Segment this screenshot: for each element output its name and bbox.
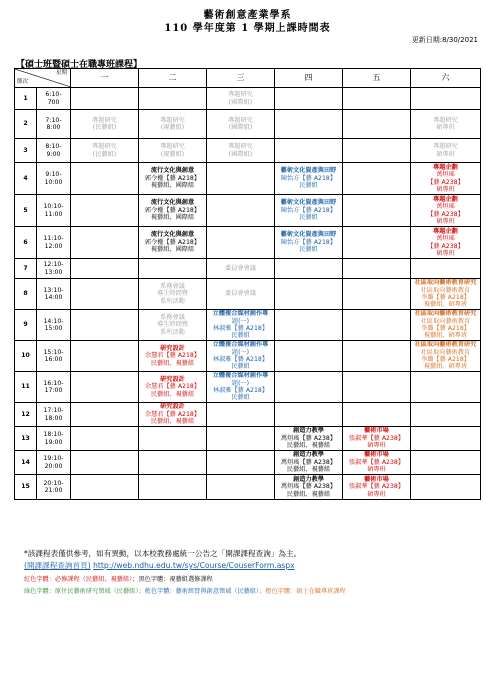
schedule-cell-sat <box>411 372 481 403</box>
schedule-cell-thu <box>275 451 343 475</box>
schedule-cell-tue <box>139 259 207 279</box>
schedule-cell-thu <box>275 372 343 403</box>
period-time-line: 7:10- <box>45 116 62 124</box>
period-time-line: 700 <box>47 98 60 106</box>
schedule-cell-sat <box>411 403 481 427</box>
course-detail: 民藝組、視藝組 <box>286 466 331 474</box>
schedule-cell-sat <box>411 451 481 475</box>
course-detail: 民藝組 <box>299 246 318 254</box>
course-detail: 【藝 A238】 <box>427 210 464 218</box>
schedule-cell-wed <box>207 403 275 427</box>
updated-date: 更新日期:8/30/2021 <box>411 36 478 44</box>
schedule-row <box>15 163 481 195</box>
course-name: 社區取向藝術教育研究 <box>414 341 477 349</box>
schedule-cell-tue <box>139 227 207 259</box>
schedule-cell-wed <box>207 227 275 259</box>
schedule-cell-thu <box>275 88 343 110</box>
period-time <box>37 139 71 163</box>
schedule-cell-sat <box>411 259 481 279</box>
schedule-table <box>14 68 481 500</box>
legend-required: 紅色字體：必修課程（民藝組、視藝組） <box>24 576 133 583</box>
schedule-cell-thu <box>275 227 343 259</box>
course-detail: 社區取向藝術教育 <box>420 348 471 356</box>
schedule-cell-mon <box>71 341 139 372</box>
schedule-row <box>15 310 481 341</box>
schedule-cell-sat <box>411 139 481 163</box>
day-header-mon: 一 <box>71 69 139 88</box>
schedule-cell-mon <box>71 195 139 227</box>
schedule-cell-wed <box>207 110 275 139</box>
course-detail: 張淑華【藝 A238】 <box>348 483 405 491</box>
period-time <box>37 279 71 310</box>
schedule-row <box>15 475 481 500</box>
schedule-cell-tue <box>139 163 207 195</box>
period-time-line: 20:10- <box>43 479 64 487</box>
schedule-row <box>15 88 481 110</box>
schedule-cell-wed <box>207 475 275 500</box>
course-name: 研究設計 <box>160 403 185 411</box>
period-time-line: 9:10- <box>45 171 62 179</box>
schedule-cell-tue <box>139 139 207 163</box>
course-detail: 視藝組、碩專班 <box>423 301 468 309</box>
schedule-cell-mon <box>71 372 139 403</box>
schedule-cell-mon <box>71 403 139 427</box>
course-detail: 余慧君【藝 A218】 <box>144 383 201 391</box>
schedule-cell-fri <box>343 227 411 259</box>
schedule-cell-sat <box>411 427 481 451</box>
period-time <box>37 372 71 403</box>
course-detail: 社區取向藝術教育 <box>420 317 471 325</box>
period-time-line: 14:00 <box>44 294 63 301</box>
period-number: 12 <box>15 403 37 427</box>
course-name: 專題研究 <box>160 116 185 124</box>
course-name: 專題研究 <box>433 116 458 124</box>
period-time-line: 15:10- <box>43 348 64 356</box>
course-name: 系務會議 <box>160 313 185 321</box>
schedule-cell-wed <box>207 427 275 451</box>
schedule-cell-wed <box>207 259 275 279</box>
course-name: 創造力教學 <box>293 475 324 483</box>
course-detail: 系所活動 <box>160 297 185 305</box>
course-detail: 萬烜瑤 <box>436 171 455 179</box>
schedule-row <box>15 227 481 259</box>
schedule-cell-thu <box>275 475 343 500</box>
day-header-fri: 五 <box>343 69 411 88</box>
course-name: 藝術文化資產與田野 <box>280 199 337 207</box>
corner-day-label: 星期 <box>55 70 67 76</box>
course-detail: 社區取向藝術教育 <box>420 286 471 294</box>
schedule-cell-fri <box>343 451 411 475</box>
course-name: 委員會會議 <box>225 290 256 298</box>
course-name: 系務會議 <box>160 282 185 290</box>
schedule-cell-thu <box>275 427 343 451</box>
schedule-cell-thu <box>275 259 343 279</box>
course-detail: 陳怡方【藝 A218】 <box>280 206 337 214</box>
schedule-cell-fri <box>343 259 411 279</box>
period-time-line: 9:00 <box>46 150 61 158</box>
course-detail: (國際組) <box>228 150 253 158</box>
course-name: 專題企劃 <box>433 227 458 235</box>
course-name: 專題研究 <box>160 143 185 151</box>
period-time-line: 13:00 <box>44 268 63 276</box>
period-time-line: 11:00 <box>44 210 63 218</box>
schedule-cell-fri <box>343 139 411 163</box>
course-detail: 李璐【藝 A218】 <box>421 356 470 363</box>
course-name: 立體複合媒材創作專 <box>212 341 269 349</box>
period-number: 6 <box>15 227 37 259</box>
period-time <box>37 259 71 279</box>
period-number: 2 <box>15 110 37 139</box>
period-number: 14 <box>15 451 37 475</box>
period-time-line: 18:10- <box>43 431 64 439</box>
day-header-wed: 三 <box>207 69 275 88</box>
period-number: 9 <box>15 310 37 341</box>
color-legend-2 <box>24 586 346 595</box>
course-detail: 視藝組、國際組 <box>150 182 195 190</box>
course-detail: 碩專班 <box>436 185 455 193</box>
schedule-cell-wed <box>207 451 275 475</box>
course-detail: 郭令權【藝 A218】 <box>144 206 201 214</box>
course-query-link-url[interactable]: http://web.ndhu.edu.tw/sys/Course/CouserForm.aspx <box>93 561 295 570</box>
course-detail: 民藝組 <box>231 394 250 402</box>
schedule-cell-mon <box>71 227 139 259</box>
period-time <box>37 475 71 500</box>
schedule-cell-wed <box>207 279 275 310</box>
period-time-line: 18:00 <box>44 414 63 422</box>
period-time-line: 14:10- <box>43 317 64 325</box>
course-detail: 萬烜瑤 <box>436 203 455 211</box>
course-query-line <box>24 560 295 571</box>
course-detail: 張淑華【藝 A238】 <box>348 458 405 466</box>
schedule-cell-sat <box>411 88 481 110</box>
schedule-cell-wed <box>207 341 275 372</box>
schedule-cell-tue <box>139 310 207 341</box>
course-name: 專題研究 <box>92 143 117 151</box>
course-detail: 視藝組、國際組 <box>150 214 195 222</box>
period-time-line: 12:00 <box>44 242 63 250</box>
course-detail: 題(一) <box>231 317 250 325</box>
period-time <box>37 403 71 427</box>
legend-management: ；藍色字體：藝術經營與創意領域（民藝組） <box>138 588 260 595</box>
course-detail: 碩專班 <box>367 490 386 498</box>
course-detail: 碩專班 <box>436 124 455 131</box>
course-detail: 林淑雅【藝 A218】 <box>212 356 269 363</box>
schedule-cell-sat <box>411 195 481 227</box>
course-detail: 民藝組、視藝組 <box>150 418 195 426</box>
course-detail: (國際組) <box>228 98 253 106</box>
course-detail: 李璐【藝 A218】 <box>421 325 470 332</box>
legend-elective: ；黑色字體：視藝組選修課程 <box>132 576 213 583</box>
course-detail: 碩專班 <box>436 217 455 225</box>
course-name: 社區取向藝術教育研究 <box>414 279 477 287</box>
schedule-cell-fri <box>343 427 411 451</box>
schedule-cell-wed <box>207 163 275 195</box>
course-detail: 碩專班 <box>367 466 386 474</box>
period-time <box>37 451 71 475</box>
schedule-cell-mon <box>71 88 139 110</box>
schedule-cell-fri <box>343 341 411 372</box>
course-detail: 題(一) <box>231 348 250 356</box>
period-time <box>37 310 71 341</box>
schedule-cell-mon <box>71 475 139 500</box>
period-number: 3 <box>15 139 37 163</box>
schedule-cell-thu <box>275 403 343 427</box>
period-time-line: 17:10- <box>43 407 64 415</box>
day-header-tue: 二 <box>139 69 207 88</box>
period-number: 8 <box>15 279 37 310</box>
course-detail: 系所活動 <box>160 328 185 336</box>
course-detail: 萬烜瑤【藝 A238】 <box>280 458 337 466</box>
schedule-cell-mon <box>71 310 139 341</box>
schedule-cell-wed <box>207 310 275 341</box>
schedule-cell-thu <box>275 139 343 163</box>
schedule-cell-fri <box>343 110 411 139</box>
course-detail: (視藝組) <box>160 124 185 131</box>
schedule-cell-sat <box>411 227 481 259</box>
period-time-line: 10:00 <box>44 178 63 186</box>
schedule-cell-tue <box>139 195 207 227</box>
course-detail: 碩專班 <box>367 442 386 450</box>
period-time <box>37 227 71 259</box>
course-detail: 民藝組、視藝組 <box>286 490 331 498</box>
course-name: 藝術市場 <box>364 427 389 435</box>
course-name: 專題企劃 <box>433 195 458 203</box>
schedule-cell-sat <box>411 110 481 139</box>
schedule-cell-tue <box>139 427 207 451</box>
schedule-cell-tue <box>139 372 207 403</box>
header-row <box>15 69 481 88</box>
course-name: 專題研究 <box>228 143 253 151</box>
course-detail: 視藝組、碩專班 <box>423 363 468 371</box>
course-name: 創造力教學 <box>293 427 324 435</box>
schedule-cell-wed <box>207 195 275 227</box>
course-detail: (國際組) <box>228 124 253 131</box>
period-time-line: 11:10- <box>43 235 64 243</box>
course-name: 藝術市場 <box>364 475 389 483</box>
course-name: 專題研究 <box>228 116 253 124</box>
course-detail: 民藝組、視藝組 <box>150 359 195 367</box>
schedule-row <box>15 259 481 279</box>
schedule-cell-wed <box>207 139 275 163</box>
schedule-cell-tue <box>139 279 207 310</box>
course-detail: (視藝組) <box>160 150 185 158</box>
course-name: 立體複合媒材創作專 <box>212 310 269 318</box>
section-title: 【碩士班暨碩士在職專班課程】 <box>16 60 143 70</box>
course-name: 立體複合媒材創作專 <box>212 372 269 380</box>
schedule-cell-tue <box>139 341 207 372</box>
course-detail: 【藝 A238】 <box>427 242 464 250</box>
dept-title: 藝術創意產業學系 <box>203 10 292 21</box>
schedule-cell-tue <box>139 475 207 500</box>
period-time-line: 10:10- <box>43 203 64 211</box>
schedule-cell-thu <box>275 163 343 195</box>
schedule-cell-thu <box>275 110 343 139</box>
schedule-cell-thu <box>275 341 343 372</box>
course-detail: 民藝組 <box>299 214 318 222</box>
course-name: 研究設計 <box>160 375 185 383</box>
course-name: 流行文化與創意 <box>150 231 195 239</box>
schedule-cell-fri <box>343 475 411 500</box>
course-name: 專題研究 <box>433 143 458 151</box>
period-time-line: 21:00 <box>44 487 63 494</box>
course-detail: 民藝組、視藝組 <box>286 442 331 450</box>
color-legend-1 <box>24 574 213 583</box>
schedule-cell-fri <box>343 88 411 110</box>
period-time-line: 16:00 <box>44 356 63 363</box>
schedule-cell-sat <box>411 279 481 310</box>
schedule-cell-fri <box>343 310 411 341</box>
schedule-cell-sat <box>411 163 481 195</box>
period-number: 1 <box>15 88 37 110</box>
period-time-line: 12:10- <box>43 261 64 269</box>
period-time <box>37 110 71 139</box>
schedule-cell-mon <box>71 451 139 475</box>
period-time <box>37 88 71 110</box>
course-detail: 導生時間暨 <box>157 321 188 329</box>
schedule-row <box>15 403 481 427</box>
schedule-cell-tue <box>139 110 207 139</box>
period-number: 7 <box>15 259 37 279</box>
course-detail: 萬烜瑤【藝 A238】 <box>280 483 337 491</box>
course-detail: 李璐【藝 A218】 <box>421 294 470 301</box>
schedule-cell-wed <box>207 372 275 403</box>
period-number: 15 <box>15 475 37 500</box>
period-time-line: 6:10- <box>45 91 62 99</box>
course-detail: 萬烜瑤 <box>436 235 455 243</box>
course-name: 藝術文化資產與田野 <box>280 167 337 175</box>
schedule-cell-fri <box>343 163 411 195</box>
schedule-cell-tue <box>139 451 207 475</box>
schedule-row <box>15 139 481 163</box>
course-detail: 碩專班 <box>436 249 455 257</box>
schedule-row <box>15 195 481 227</box>
period-time <box>37 427 71 451</box>
schedule-cell-sat <box>411 341 481 372</box>
schedule-cell-mon <box>71 279 139 310</box>
course-detail: 民藝組 <box>299 182 318 190</box>
schedule-cell-thu <box>275 310 343 341</box>
period-time <box>37 195 71 227</box>
course-detail: 碩專班 <box>436 150 455 158</box>
course-name: 研究設計 <box>160 344 185 352</box>
schedule-cell-mon <box>71 259 139 279</box>
course-query-link-label[interactable]: (開課課程查詢首頁) <box>24 561 91 570</box>
course-name: 專題研究 <box>228 91 253 99</box>
period-number: 10 <box>15 341 37 372</box>
schedule-cell-sat <box>411 310 481 341</box>
disclaimer-note: *該課程表僅供參考，如有異動，以本校教務處統一公告之「開課課程查詢」為主。 <box>24 549 302 558</box>
schedule-cell-mon <box>71 427 139 451</box>
course-detail: 張淑華【藝 A238】 <box>348 434 405 442</box>
course-detail: 題(一) <box>231 379 250 387</box>
course-detail: (民藝組) <box>92 150 117 158</box>
day-header-sat: 六 <box>411 69 481 88</box>
schedule-cell-thu <box>275 279 343 310</box>
schedule-cell-mon <box>71 163 139 195</box>
course-detail: 視藝組、國際組 <box>150 246 195 254</box>
course-name: 專題企劃 <box>433 163 458 171</box>
schedule-cell-tue <box>139 403 207 427</box>
schedule-row <box>15 372 481 403</box>
period-time-line: 20:00 <box>44 462 63 470</box>
period-number: 13 <box>15 427 37 451</box>
schedule-cell-fri <box>343 372 411 403</box>
course-detail: 民藝組 <box>231 363 250 371</box>
corner-period-label: 節次 <box>17 79 29 86</box>
course-name: 創造力教學 <box>293 451 324 459</box>
period-time-line: 8:10- <box>45 143 62 151</box>
day-header-thu: 四 <box>275 69 343 88</box>
course-detail: 林淑雅【藝 A218】 <box>212 387 269 394</box>
legend-indigenous: 綠色字體：原住民藝術研究領域（民藝組） <box>24 588 139 595</box>
period-time-line: 15:00 <box>44 325 63 332</box>
schedule-cell-thu <box>275 195 343 227</box>
schedule-cell-fri <box>343 195 411 227</box>
period-time <box>37 163 71 195</box>
schedule-row <box>15 451 481 475</box>
course-detail: 余慧君【藝 A218】 <box>144 352 201 360</box>
course-detail: 郭令權【藝 A218】 <box>144 174 201 182</box>
period-time-line: 16:10- <box>43 379 64 387</box>
course-name: 藝術市場 <box>364 451 389 459</box>
period-number: 11 <box>15 372 37 403</box>
course-detail: (民藝組) <box>92 124 117 131</box>
schedule-cell-wed <box>207 88 275 110</box>
course-detail: 視藝組、碩專班 <box>423 332 468 340</box>
period-time-line: 13:10- <box>43 286 64 294</box>
period-number: 4 <box>15 163 37 195</box>
course-name: 社區取向藝術教育研究 <box>414 310 477 318</box>
course-detail: 郭令權【藝 A218】 <box>144 238 201 246</box>
period-number: 5 <box>15 195 37 227</box>
course-detail: 余慧君【藝 A218】 <box>144 410 201 418</box>
course-detail: 林淑雅【藝 A218】 <box>212 325 269 332</box>
period-time-line: 19:10- <box>43 455 64 463</box>
schedule-row <box>15 341 481 372</box>
course-name: 委員會會議 <box>225 264 256 272</box>
course-name: 藝術文化資產與田野 <box>280 231 337 239</box>
course-detail: 民藝組、視藝組 <box>150 390 195 398</box>
period-time <box>37 341 71 372</box>
term-title: 110 學年度第 1 學期上課時間表 <box>164 23 331 34</box>
course-detail: 陳怡方【藝 A218】 <box>280 238 337 246</box>
course-detail: 萬烜瑤【藝 A238】 <box>280 434 337 442</box>
period-time-line: 8:00 <box>46 124 61 131</box>
schedule-cell-fri <box>343 403 411 427</box>
period-time-line: 19:00 <box>44 438 63 446</box>
course-detail: 【藝 A238】 <box>427 178 464 186</box>
course-name: 流行文化與創意 <box>150 167 195 175</box>
course-detail: 陳怡方【藝 A218】 <box>280 174 337 182</box>
schedule-cell-fri <box>343 279 411 310</box>
schedule-row <box>15 427 481 451</box>
course-detail: 導生時間暨 <box>157 290 188 298</box>
schedule-cell-sat <box>411 475 481 500</box>
schedule-cell-mon <box>71 139 139 163</box>
schedule-cell-mon <box>71 110 139 139</box>
schedule-row <box>15 110 481 139</box>
corner-cell <box>15 69 71 88</box>
schedule-cell-tue <box>139 88 207 110</box>
schedule-row <box>15 279 481 310</box>
course-name: 專題研究 <box>92 116 117 124</box>
course-detail: 民藝組 <box>231 332 250 340</box>
legend-inservice: ；橙色字體：碩士在職專班課程 <box>259 588 346 595</box>
period-time-line: 17:00 <box>44 387 63 394</box>
course-name: 流行文化與創意 <box>150 199 195 207</box>
